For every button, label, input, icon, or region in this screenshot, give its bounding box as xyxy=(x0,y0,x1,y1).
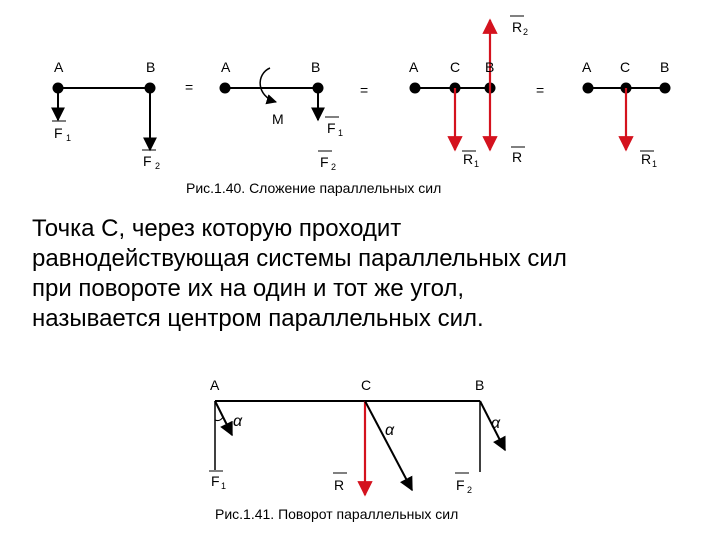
resultant-r-rotated-arrow xyxy=(365,401,412,490)
label-r2-sub: 2 xyxy=(523,27,529,37)
label-b: B xyxy=(485,59,495,75)
label-r1: R xyxy=(463,151,474,167)
label-b: B xyxy=(475,377,485,393)
label-f2: F xyxy=(456,477,465,493)
label-f1-sub: 1 xyxy=(221,481,227,491)
label-a: A xyxy=(221,59,231,75)
label-f1: F xyxy=(54,125,63,141)
label-r: R xyxy=(334,477,345,493)
moment-m-arc xyxy=(260,68,276,102)
figure-caption-1-40: Рис.1.40. Сложение параллельных сил xyxy=(186,180,442,196)
label-f1: F xyxy=(211,473,220,489)
point-a-dot xyxy=(583,83,594,94)
label-alpha-c: α xyxy=(385,422,395,439)
label-f1: F xyxy=(327,120,336,136)
label-b: B xyxy=(146,59,156,75)
label-f1-sub: 1 xyxy=(66,133,72,143)
point-a-dot xyxy=(220,83,231,94)
figure-caption-1-41: Рис.1.41. Поворот параллельных сил xyxy=(215,506,459,522)
force-f1-rotated-arrow xyxy=(215,401,232,435)
paragraph-line-1: Точка C, через которую проходит xyxy=(32,215,402,242)
paragraph-line-4: называется центром параллельных сил. xyxy=(32,305,484,332)
equals-sign-1: = xyxy=(185,79,194,95)
label-a: A xyxy=(409,59,419,75)
label-c: C xyxy=(620,59,631,75)
panel-3 xyxy=(409,16,528,169)
label-a: A xyxy=(54,59,64,75)
panel-1 xyxy=(52,59,160,171)
label-r1: R xyxy=(641,151,652,167)
point-a-dot xyxy=(410,83,421,94)
point-b-dot xyxy=(660,83,671,94)
fig-1-40-diagram xyxy=(0,0,720,200)
label-a: A xyxy=(210,377,220,393)
label-c: C xyxy=(450,59,461,75)
label-a: A xyxy=(582,59,592,75)
label-r1-sub: 1 xyxy=(474,159,480,169)
panel-4 xyxy=(582,59,671,169)
equals-sign-3: = xyxy=(536,82,545,98)
paragraph-line-3: при повороте их на один и тот же угол, xyxy=(32,275,465,302)
label-r: R xyxy=(512,149,523,165)
label-f2-sub: 2 xyxy=(155,161,161,171)
label-f2-sub: 2 xyxy=(331,162,337,172)
label-alpha-b: α xyxy=(491,415,501,432)
label-f2-sub: 2 xyxy=(467,485,473,495)
label-moment-m: M xyxy=(272,111,284,127)
label-r1-sub: 1 xyxy=(652,159,658,169)
label-f2: F xyxy=(320,154,329,170)
body-paragraph xyxy=(32,214,702,334)
label-alpha-a: α xyxy=(233,413,243,430)
label-f2: F xyxy=(143,153,152,169)
paragraph-line-2: равнодействующая системы параллельных сил xyxy=(32,245,567,272)
label-r2: R xyxy=(512,19,523,35)
panel-2 xyxy=(220,59,344,172)
label-f1-sub: 1 xyxy=(338,128,344,138)
equals-sign-2: = xyxy=(360,82,369,98)
angle-arc-a xyxy=(215,417,223,421)
fig-1-41-diagram xyxy=(0,360,720,530)
label-b: B xyxy=(311,59,321,75)
label-c: C xyxy=(361,377,372,393)
label-b: B xyxy=(660,59,670,75)
